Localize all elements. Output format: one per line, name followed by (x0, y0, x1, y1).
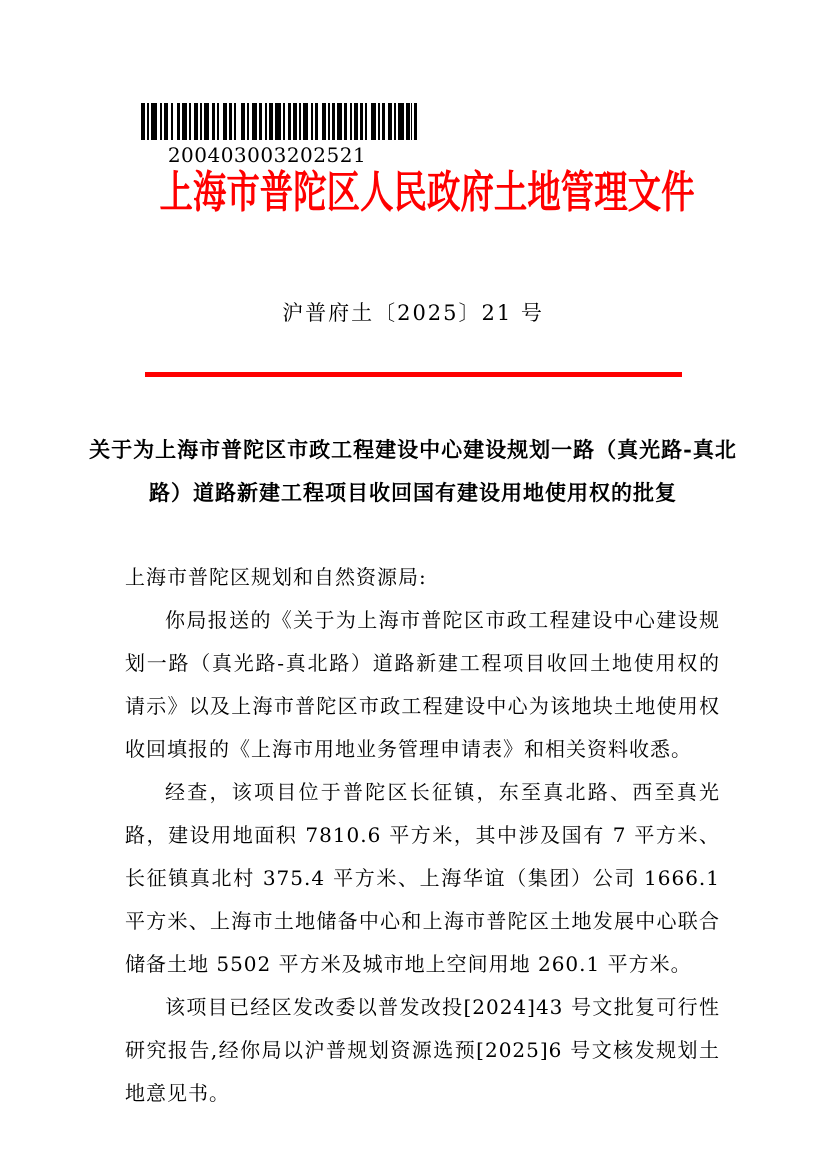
barcode (141, 103, 422, 140)
document-body (125, 556, 720, 1115)
barcode-bar (414, 103, 417, 140)
document-title-line-2: 路）道路新建工程项目收回国有建设用地使用权的批复 (149, 480, 677, 505)
paragraph: 该项目已经区发改委以普发改投[2024]43 号文批复可行性研究报告,经你局以沪普规划资源选预[2025]6 号文核发规划土地意见书。 (125, 995, 720, 1105)
red-divider-line (145, 372, 682, 377)
paragraph: 你局报送的《关于为上海市普陀区市政工程建设中心建设规划一路（真光路-真北路）道路新建工程项目收回土地使用权的请示》以及上海市普陀区市政工程建设中心为该地块土地使用权收回填报的《上海市用地业务管理申请表》和相关资料收悉。 (125, 608, 720, 761)
document-title-line-1: 关于为上海市普陀区市政工程建设中心建设规划一路（真光路-真北 (89, 437, 737, 462)
banner-title: 上海市普陀区人民政府土地管理文件 (159, 167, 695, 218)
barcode-number: 200403003202521 (167, 143, 367, 167)
doc-reference-number: 沪普府土〔2025〕21 号 (282, 301, 544, 325)
salutation: 上海市普陀区规划和自然资源局: (125, 565, 427, 589)
paragraph: 经查，该项目位于普陀区长征镇，东至真北路、西至真光路，建设用地面积 7810.6 平方米，其中涉及国有 7 平方米、长征镇真北村 375.4 平方米、上海华谊（集团）公司 1666.1 平方米、上海市土地储备中心和上海市普陀区土地发展中心联合储备土地 5502 平方米及城市地上空间用地 260.1 平方米。 (125, 780, 720, 976)
document-title (60, 428, 766, 514)
banner-title-row (0, 167, 826, 218)
